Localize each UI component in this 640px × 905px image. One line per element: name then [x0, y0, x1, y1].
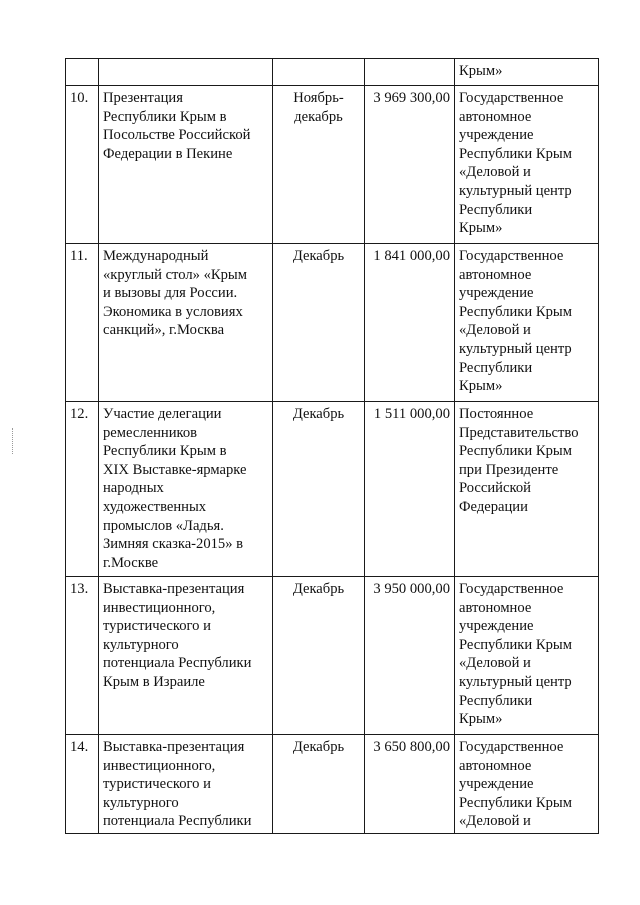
- event-line: и вызовы для России.: [103, 285, 238, 302]
- period-line: Декабрь: [292, 248, 345, 264]
- cell-num: 12.: [66, 402, 99, 577]
- period-line: Декабрь: [292, 406, 345, 422]
- table-row: [66, 86, 599, 244]
- org-line: Республики Крым: [459, 303, 572, 320]
- org-line: Республики: [459, 359, 533, 376]
- cell-org: [455, 735, 599, 834]
- event-line: инвестиционного,: [103, 599, 216, 616]
- cell-amount: 3 650 800,00: [365, 735, 455, 834]
- event-line: «круглый стол» «Крым: [103, 266, 247, 283]
- event-line: Республики Крым в: [103, 108, 227, 125]
- scan-margin-mark: [12, 428, 15, 454]
- org-line: «Деловой и: [459, 655, 531, 672]
- org-line: Государственное: [459, 90, 564, 106]
- period-line: Ноябрь-: [293, 90, 344, 106]
- org-line: Крым»: [459, 378, 503, 395]
- event-line: художественных: [103, 498, 207, 515]
- period-line: Декабрь: [292, 581, 345, 597]
- cell-period: [273, 577, 365, 735]
- org-line: при Президенте: [459, 461, 559, 478]
- org-line: Государственное: [459, 739, 564, 755]
- org-line: культурный центр: [459, 340, 572, 357]
- cell-amount: 3 950 000,00: [365, 577, 455, 735]
- period-line: декабрь: [294, 108, 343, 125]
- event-line: культурного: [103, 794, 179, 811]
- event-line: Экономика в условиях: [103, 303, 243, 320]
- cell-amount: 1 511 000,00: [365, 402, 455, 577]
- event-line: Республики Крым в: [103, 443, 227, 460]
- cell-event: [99, 402, 273, 577]
- events-table-body: [66, 59, 599, 834]
- org-line: Постоянное: [459, 406, 534, 422]
- org-line: Государственное: [459, 581, 564, 597]
- org-line: Крым»: [459, 63, 503, 79]
- cell-org: [455, 577, 599, 735]
- org-line: Представительство: [459, 424, 579, 441]
- cell-num: [66, 59, 99, 86]
- cell-amount: 3 969 300,00: [365, 86, 455, 244]
- org-line: Республики: [459, 692, 533, 709]
- org-line: Республики Крым: [459, 145, 572, 162]
- org-line: автономное: [459, 599, 532, 616]
- cell-period: [273, 244, 365, 402]
- cell-amount: [365, 59, 455, 86]
- event-line: Выставка-презентация: [103, 581, 245, 597]
- cell-org: [455, 86, 599, 244]
- event-line: культурного: [103, 636, 179, 653]
- event-line: г.Москве: [103, 554, 159, 571]
- org-line: автономное: [459, 266, 532, 283]
- event-line: туристического и: [103, 776, 211, 793]
- cell-num: 13.: [66, 577, 99, 735]
- org-line: Республики Крым: [459, 794, 572, 811]
- event-line: Презентация: [103, 90, 183, 106]
- event-line: Крым в Израиле: [103, 673, 205, 690]
- table-row: [66, 577, 599, 735]
- org-line: учреждение: [459, 618, 534, 635]
- event-line: Посольстве Российской: [103, 127, 251, 144]
- cell-event: [99, 735, 273, 834]
- event-line: санкций», г.Москва: [103, 322, 225, 339]
- org-line: Крым»: [459, 220, 503, 237]
- cell-org: [455, 402, 599, 577]
- cell-event: [99, 86, 273, 244]
- event-line: промыслов «Ладья.: [103, 517, 224, 534]
- org-line: культурный центр: [459, 673, 572, 690]
- org-line: «Деловой и: [459, 322, 531, 339]
- cell-num: 10.: [66, 86, 99, 244]
- event-line: потенциала Республики: [103, 813, 252, 830]
- org-line: автономное: [459, 108, 532, 125]
- org-line: учреждение: [459, 127, 534, 144]
- org-line: Крым»: [459, 711, 503, 728]
- table-row: [66, 244, 599, 402]
- org-line: Государственное: [459, 248, 564, 264]
- org-line: «Деловой и: [459, 813, 531, 830]
- cell-num: 11.: [66, 244, 99, 402]
- table-row-continued: [66, 59, 599, 86]
- org-line: учреждение: [459, 776, 534, 793]
- org-line: Республики Крым: [459, 636, 572, 653]
- org-line: Республики Крым: [459, 443, 572, 460]
- cell-period: [273, 402, 365, 577]
- event-line: Зимняя сказка-2015» в: [103, 536, 244, 553]
- cell-num: 14.: [66, 735, 99, 834]
- event-line: Участие делегации: [103, 406, 222, 422]
- org-line: автономное: [459, 757, 532, 774]
- event-line: XIX Выставке-ярмарке: [103, 461, 247, 478]
- cell-org: [455, 59, 599, 86]
- cell-event: [99, 244, 273, 402]
- table-row: [66, 402, 599, 577]
- cell-event: [99, 577, 273, 735]
- org-line: Республики: [459, 201, 533, 218]
- cell-period: [273, 86, 365, 244]
- org-line: «Деловой и: [459, 164, 531, 181]
- event-line: туристического и: [103, 618, 211, 635]
- event-line: Выставка-презентация: [103, 739, 245, 755]
- table-row: [66, 735, 599, 834]
- org-line: культурный центр: [459, 182, 572, 199]
- event-line: потенциала Республики: [103, 655, 252, 672]
- period-line: Декабрь: [292, 739, 345, 755]
- cell-amount: 1 841 000,00: [365, 244, 455, 402]
- events-table: [65, 58, 599, 834]
- event-line: Международный: [103, 248, 209, 264]
- event-line: инвестиционного,: [103, 757, 216, 774]
- cell-period: [273, 735, 365, 834]
- cell-period: [273, 59, 365, 86]
- cell-org: [455, 244, 599, 402]
- org-line: Федерации: [459, 498, 528, 515]
- org-line: Российской: [459, 480, 531, 497]
- event-line: народных: [103, 480, 164, 497]
- event-line: ремесленников: [103, 424, 198, 441]
- cell-event: [99, 59, 273, 86]
- org-line: учреждение: [459, 285, 534, 302]
- event-line: Федерации в Пекине: [103, 145, 233, 162]
